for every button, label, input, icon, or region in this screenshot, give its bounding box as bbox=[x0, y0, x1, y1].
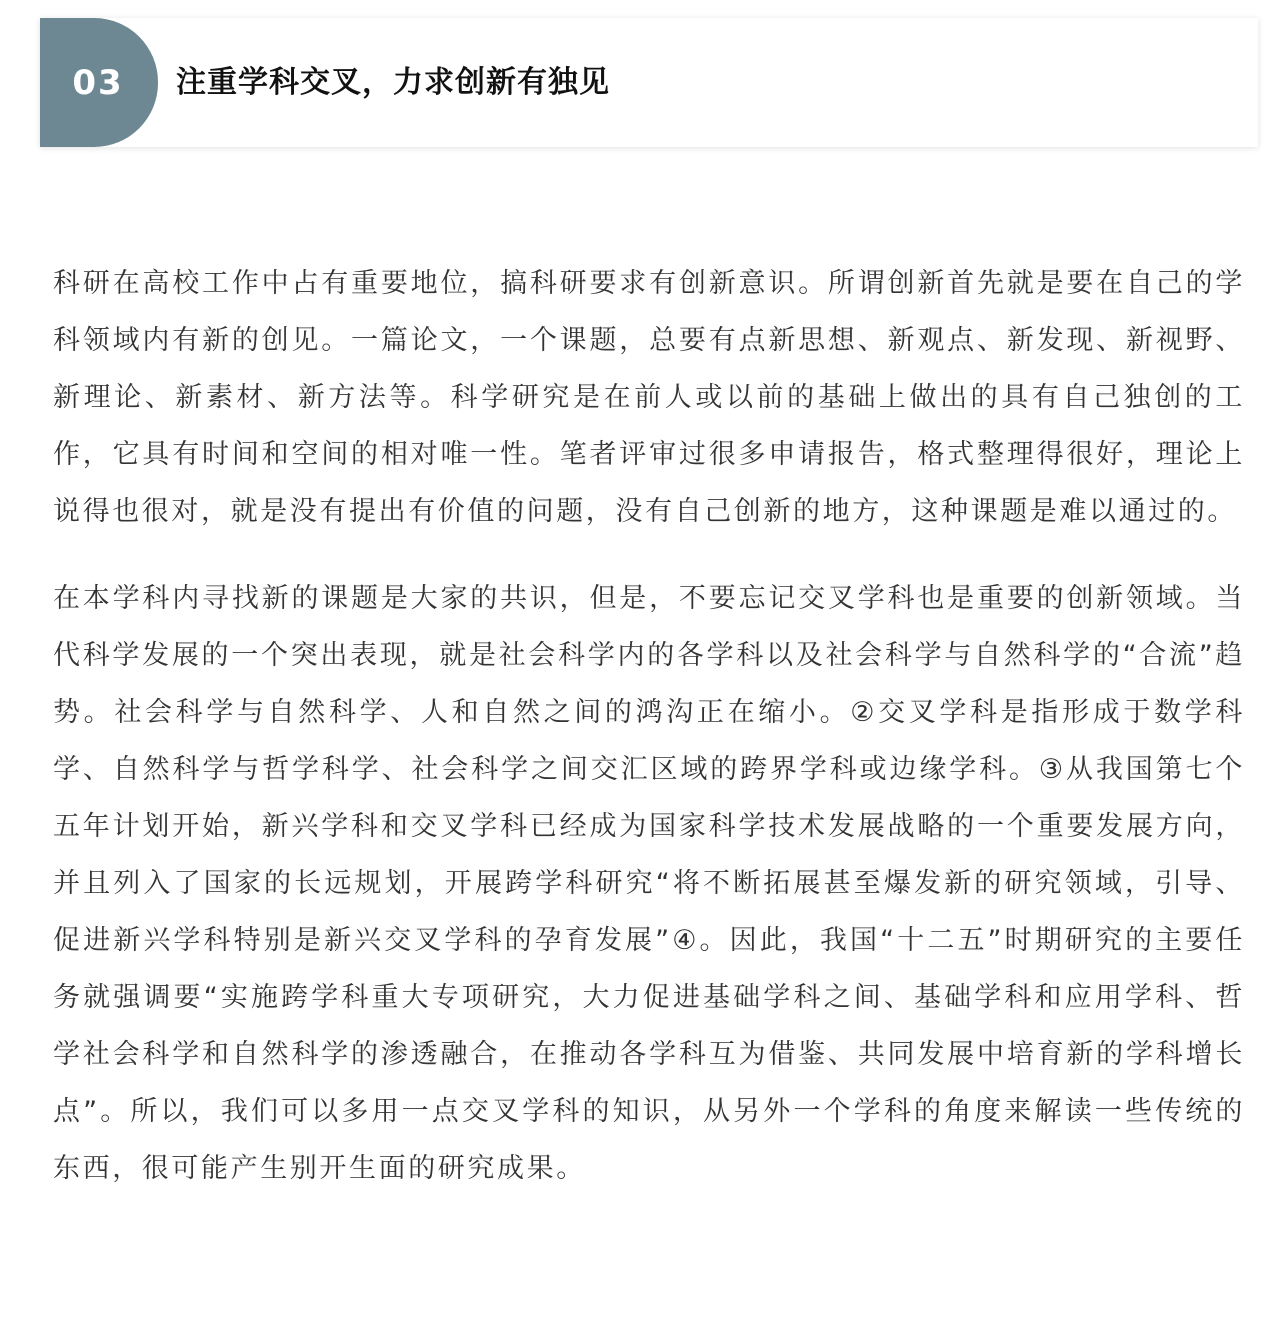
section-number: 03 bbox=[72, 62, 124, 103]
paragraph-1: 科研在高校工作中占有重要地位，搞科研要求有创新意识。所谓创新首先就是要在自己的学科领域内有新的创见。一篇论文，一个课题，总要有点新思想、新观点、新发现、新视野、新理论、新素材、新方法等。科学研究是在前人或以前的基础上做出的具有自己独创的工作，它具有时间和空间的相对唯一性。笔者评审过很多申请报告，格式整理得很好，理论上说得也很对，就是没有提出有价值的问题，没有自己创新的地方，这种课题是难以通过的。 bbox=[53, 268, 1245, 527]
section-number-badge bbox=[40, 18, 158, 147]
section-title: 注重学科交叉，力求创新有独见 bbox=[176, 65, 610, 100]
article-body bbox=[53, 255, 1245, 1197]
section-header bbox=[40, 18, 1258, 147]
paragraph-2: 在本学科内寻找新的课题是大家的共识，但是，不要忘记交叉学科也是重要的创新领域。当代科学发展的一个突出表现，就是社会科学内的各学科以及社会科学与自然科学的“合流”趋势。社会科学与自然科学、人和自然之间的鸿沟正在缩小。②交叉学科是指形成于数学科学、自然科学与哲学科学、社会科学之间交汇区域的跨界学科或边缘学科。③从我国第七个五年计划开始，新兴学科和交叉学科已经成为国家科学技术发展战略的一个重要发展方向，并且列入了国家的长远规划，开展跨学科研究“将不断拓展甚至爆发新的研究领域，引导、促进新兴学科特别是新兴交叉学科的孕育发展”④。因此，我国“十二五”时期研究的主要任务就强调要“实施跨学科重大专项研究，大力促进基础学科之间、基础学科和应用学科、哲学社会科学和自然科学的渗透融合，在推动各学科互为借鉴、共同发展中培育新的学科增长点”。所以，我们可以多用一点交叉学科的知识，从另外一个学科的角度来解读一些传统的东西，很可能产生别开生面的研究成果。 bbox=[53, 583, 1245, 1184]
